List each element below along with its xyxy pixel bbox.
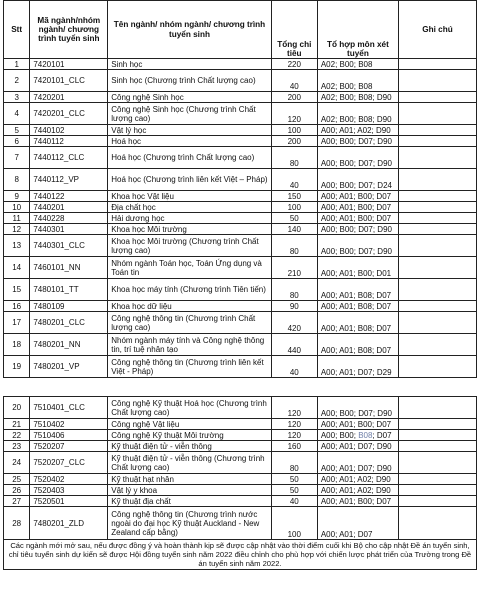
- row-name: Kỹ thuật hạt nhân: [108, 474, 272, 485]
- row-stt: 25: [4, 474, 30, 485]
- table-row: [4, 430, 477, 441]
- row-note: [399, 279, 477, 301]
- row-stt: 22: [4, 430, 30, 441]
- row-note: [399, 103, 477, 125]
- table-row: [4, 224, 477, 235]
- row-combo: A00; A01; B08; D07: [317, 312, 398, 334]
- row-name: Công nghệ Sinh học (Chương trình Chất lượng cao): [108, 103, 272, 125]
- row-name: Vật lý y khoa: [108, 485, 272, 496]
- row-combo: A00; A01; A02; D90: [317, 485, 398, 496]
- header-stt: Stt: [4, 1, 30, 59]
- row-stt: 18: [4, 334, 30, 356]
- table-row: [4, 301, 477, 312]
- row-quota: 80: [271, 147, 317, 169]
- table-row: [4, 92, 477, 103]
- row-quota: 200: [271, 136, 317, 147]
- row-quota: 120: [271, 430, 317, 441]
- row-stt: 4: [4, 103, 30, 125]
- row-name: Khoa học máy tính (Chương trình Tiên tiến): [108, 279, 272, 301]
- row-quota: 50: [271, 474, 317, 485]
- row-note: [399, 202, 477, 213]
- row-name: Kỹ thuật điện tử - viễn thông: [108, 441, 272, 452]
- row-stt: 13: [4, 235, 30, 257]
- row-quota: 40: [271, 70, 317, 92]
- row-stt: 1: [4, 59, 30, 70]
- row-name: Công nghệ thông tin (Chương trình Chất lượng cao): [108, 312, 272, 334]
- table-row: [4, 312, 477, 334]
- table-row: [4, 334, 477, 356]
- row-quota: 80: [271, 279, 317, 301]
- row-name: Nhóm ngành Toán học, Toán Ứng dụng và Toán tin: [108, 257, 272, 279]
- row-stt: 11: [4, 213, 30, 224]
- row-quota: 80: [271, 235, 317, 257]
- row-quota: 100: [271, 202, 317, 213]
- table-row: [4, 452, 477, 474]
- row-note: [399, 191, 477, 202]
- row-code: 7440102: [30, 125, 108, 136]
- row-code: 7420201_CLC: [30, 103, 108, 125]
- row-note: [399, 452, 477, 474]
- row-note: [399, 312, 477, 334]
- row-code: 7480201_NN: [30, 334, 108, 356]
- row-stt: 3: [4, 92, 30, 103]
- table-row: [4, 485, 477, 496]
- table-row: [4, 356, 477, 378]
- row-combo: A00; A01; D07: [317, 507, 398, 540]
- row-quota: 50: [271, 485, 317, 496]
- table-row: [4, 191, 477, 202]
- header-quota: Tổng chỉ tiêu: [271, 1, 317, 59]
- row-note: [399, 257, 477, 279]
- header-note: Ghi chú: [399, 1, 477, 59]
- table-row: [4, 59, 477, 70]
- table-row: [4, 213, 477, 224]
- row-code: 7440122: [30, 191, 108, 202]
- table-row: [4, 125, 477, 136]
- row-name: Công nghệ Kỹ thuật Hoá học (Chương trình Chất lượng cao): [108, 397, 272, 419]
- table-row: [4, 496, 477, 507]
- table-row: [4, 397, 477, 419]
- row-code: 7510401_CLC: [30, 397, 108, 419]
- row-stt: 20: [4, 397, 30, 419]
- row-stt: 23: [4, 441, 30, 452]
- row-code: 7480201_CLC: [30, 312, 108, 334]
- row-name: Khoa học Môi trường: [108, 224, 272, 235]
- row-code: 7440301: [30, 224, 108, 235]
- table-row: [4, 103, 477, 125]
- row-stt: 2: [4, 70, 30, 92]
- row-note: [399, 213, 477, 224]
- row-quota: 210: [271, 257, 317, 279]
- row-quota: 200: [271, 92, 317, 103]
- table-row: [4, 169, 477, 191]
- table-row: [4, 70, 477, 92]
- row-stt: 24: [4, 452, 30, 474]
- row-stt: 21: [4, 419, 30, 430]
- row-combo: A00; A01; B00; D07: [317, 419, 398, 430]
- row-combo: A00; A01; B08; D07: [317, 334, 398, 356]
- row-combo: A00; A01; B00; D07: [317, 213, 398, 224]
- row-name: Hoá học: [108, 136, 272, 147]
- row-name: Kỹ thuật điện tử - viễn thông (Chương trình Chất lượng cao): [108, 452, 272, 474]
- row-name: Công nghệ Sinh học: [108, 92, 272, 103]
- row-stt: 19: [4, 356, 30, 378]
- row-combo: A02; B00; B08; D90: [317, 103, 398, 125]
- row-quota: 140: [271, 224, 317, 235]
- row-name: Công nghệ thông tin (Chương trình liên kết Việt - Pháp): [108, 356, 272, 378]
- table-row: [4, 419, 477, 430]
- table-row: [4, 507, 477, 540]
- row-combo: A00; A01; D07; D29: [317, 356, 398, 378]
- row-combo: A00; B00; D07; D90: [317, 235, 398, 257]
- row-code: 7520207: [30, 441, 108, 452]
- table-row: [4, 235, 477, 257]
- row-name: Hải dương học: [108, 213, 272, 224]
- row-name: Vật lý học: [108, 125, 272, 136]
- row-code: 7440112: [30, 136, 108, 147]
- row-stt: 12: [4, 224, 30, 235]
- row-code: 7440301_CLC: [30, 235, 108, 257]
- header-combo: Tổ hợp môn xét tuyển: [317, 1, 398, 59]
- row-combo: A02; B00; B08: [317, 59, 398, 70]
- row-note: [399, 507, 477, 540]
- row-code: 7520501: [30, 496, 108, 507]
- row-note: [399, 301, 477, 312]
- row-name: Sinh học (Chương trình Chất lượng cao): [108, 70, 272, 92]
- row-note: [399, 441, 477, 452]
- row-combo: A02; B00; B08: [317, 70, 398, 92]
- row-note: [399, 419, 477, 430]
- row-combo: A00; A01; A02; D90: [317, 474, 398, 485]
- row-stt: 5: [4, 125, 30, 136]
- row-quota: 120: [271, 397, 317, 419]
- row-combo: A00; B00; D07; D90: [317, 397, 398, 419]
- row-combo: A00; A01; A02; D90: [317, 125, 398, 136]
- row-combo: A00; A01; D07; D90: [317, 452, 398, 474]
- row-note: [399, 397, 477, 419]
- row-stt: 7: [4, 147, 30, 169]
- row-note: [399, 356, 477, 378]
- row-quota: 80: [271, 452, 317, 474]
- row-combo: A00; B00; D07; D90: [317, 224, 398, 235]
- row-quota: 120: [271, 103, 317, 125]
- row-combo: A00; A01; D07; D90: [317, 441, 398, 452]
- row-stt: 27: [4, 496, 30, 507]
- row-note: [399, 334, 477, 356]
- row-code: 7420101: [30, 59, 108, 70]
- row-combo: A00; B00; D07; D24: [317, 169, 398, 191]
- row-combo: A00; B00; D07; D90: [317, 136, 398, 147]
- row-stt: 26: [4, 485, 30, 496]
- row-code: 7440201: [30, 202, 108, 213]
- row-quota: 160: [271, 441, 317, 452]
- table-row: [4, 202, 477, 213]
- table-row: [4, 136, 477, 147]
- row-note: [399, 136, 477, 147]
- row-stt: 16: [4, 301, 30, 312]
- row-quota: 120: [271, 419, 317, 430]
- table-row: [4, 441, 477, 452]
- table-row: [4, 474, 477, 485]
- row-quota: 100: [271, 125, 317, 136]
- row-note: [399, 147, 477, 169]
- row-code: 7520402: [30, 474, 108, 485]
- row-stt: 8: [4, 169, 30, 191]
- table-header-row: [4, 1, 477, 59]
- footnote-row: [4, 540, 477, 570]
- admission-table: [3, 0, 477, 570]
- header-code: Mã ngành/nhóm ngành/ chương trình tuyển sinh: [30, 1, 108, 59]
- row-quota: 40: [271, 169, 317, 191]
- row-name: Khoa học Môi trường (Chương trình Chất lượng cao): [108, 235, 272, 257]
- row-code: 7520207_CLC: [30, 452, 108, 474]
- row-quota: 220: [271, 59, 317, 70]
- footnote: Các ngành mới mở sau, nếu được đồng ý và hoàn thành kịp sẽ được cập nhật vào thời điểm cuối khi Bộ cho cập nhật Đề án tuyển sinh, chỉ tiêu tuyển sinh dự kiến sẽ được Hội đồng tuyển sinh năm 2022 điều chỉnh cho phù hợp với chiến lược phát triển của Trường trong Đề án tuyển sinh năm 2022.: [4, 540, 477, 570]
- row-name: Công nghệ thông tin (Chương trình nước ngoài do đại học Kỹ thuật Auckland - New Zealand cấp bằng): [108, 507, 272, 540]
- row-note: [399, 485, 477, 496]
- row-quota: 420: [271, 312, 317, 334]
- row-stt: 6: [4, 136, 30, 147]
- row-stt: 9: [4, 191, 30, 202]
- row-name: Hoá học (Chương trình liên kết Việt – Pháp): [108, 169, 272, 191]
- row-combo: A00; B00; D07; D90: [317, 147, 398, 169]
- row-code: 7460101_NN: [30, 257, 108, 279]
- row-name: Nhóm ngành máy tính và Công nghệ thông tin, trí tuệ nhân tạo: [108, 334, 272, 356]
- row-name: Công nghệ Vật liệu: [108, 419, 272, 430]
- row-stt: 10: [4, 202, 30, 213]
- row-code: 7440112_VP: [30, 169, 108, 191]
- row-note: [399, 125, 477, 136]
- row-combo: A00; A01; B00; D07: [317, 191, 398, 202]
- admission-document: [3, 0, 477, 570]
- row-combo: A02; B00; B08; D90: [317, 92, 398, 103]
- row-note: [399, 169, 477, 191]
- row-combo: A00; B00; B08; D07: [317, 430, 398, 441]
- row-name: Địa chất học: [108, 202, 272, 213]
- row-quota: 150: [271, 191, 317, 202]
- row-name: Kỹ thuật địa chất: [108, 496, 272, 507]
- row-note: [399, 474, 477, 485]
- row-name: Sinh học: [108, 59, 272, 70]
- row-stt: 28: [4, 507, 30, 540]
- table-row: [4, 279, 477, 301]
- row-name: Khoa học dữ liệu: [108, 301, 272, 312]
- row-name: Hoá học (Chương trình Chất lượng cao): [108, 147, 272, 169]
- row-note: [399, 92, 477, 103]
- row-note: [399, 496, 477, 507]
- row-code: 7520403: [30, 485, 108, 496]
- row-code: 7510402: [30, 419, 108, 430]
- row-name: Khoa học Vật liệu: [108, 191, 272, 202]
- row-code: 7480101_TT: [30, 279, 108, 301]
- row-note: [399, 59, 477, 70]
- row-note: [399, 224, 477, 235]
- row-combo: A00; A01; B00; D07: [317, 202, 398, 213]
- row-code: 7440112_CLC: [30, 147, 108, 169]
- row-code: 7420101_CLC: [30, 70, 108, 92]
- row-note: [399, 235, 477, 257]
- row-code: 7510406: [30, 430, 108, 441]
- row-quota: 100: [271, 507, 317, 540]
- page-gap: [4, 378, 477, 397]
- table-row: [4, 147, 477, 169]
- row-quota: 90: [271, 301, 317, 312]
- row-quota: 40: [271, 496, 317, 507]
- row-code: 7480201_VP: [30, 356, 108, 378]
- row-note: [399, 70, 477, 92]
- row-quota: 40: [271, 356, 317, 378]
- row-quota: 50: [271, 213, 317, 224]
- row-code: 7440228: [30, 213, 108, 224]
- table-row: [4, 257, 477, 279]
- row-code: 7420201: [30, 92, 108, 103]
- row-code: 7480109: [30, 301, 108, 312]
- row-combo: A00; A01; B08; D07: [317, 301, 398, 312]
- row-stt: 14: [4, 257, 30, 279]
- row-stt: 17: [4, 312, 30, 334]
- header-name: Tên ngành/ nhóm ngành/ chương trình tuyển sinh: [108, 1, 272, 59]
- row-combo: A00; A01; B00; D07: [317, 496, 398, 507]
- row-combo: A00; A01; B00; D01: [317, 257, 398, 279]
- row-code: 7480201_ZLD: [30, 507, 108, 540]
- row-quota: 440: [271, 334, 317, 356]
- row-stt: 15: [4, 279, 30, 301]
- row-combo: A00; A01; B08; D07: [317, 279, 398, 301]
- row-note: [399, 430, 477, 441]
- row-name: Công nghệ Kỹ thuật Môi trường: [108, 430, 272, 441]
